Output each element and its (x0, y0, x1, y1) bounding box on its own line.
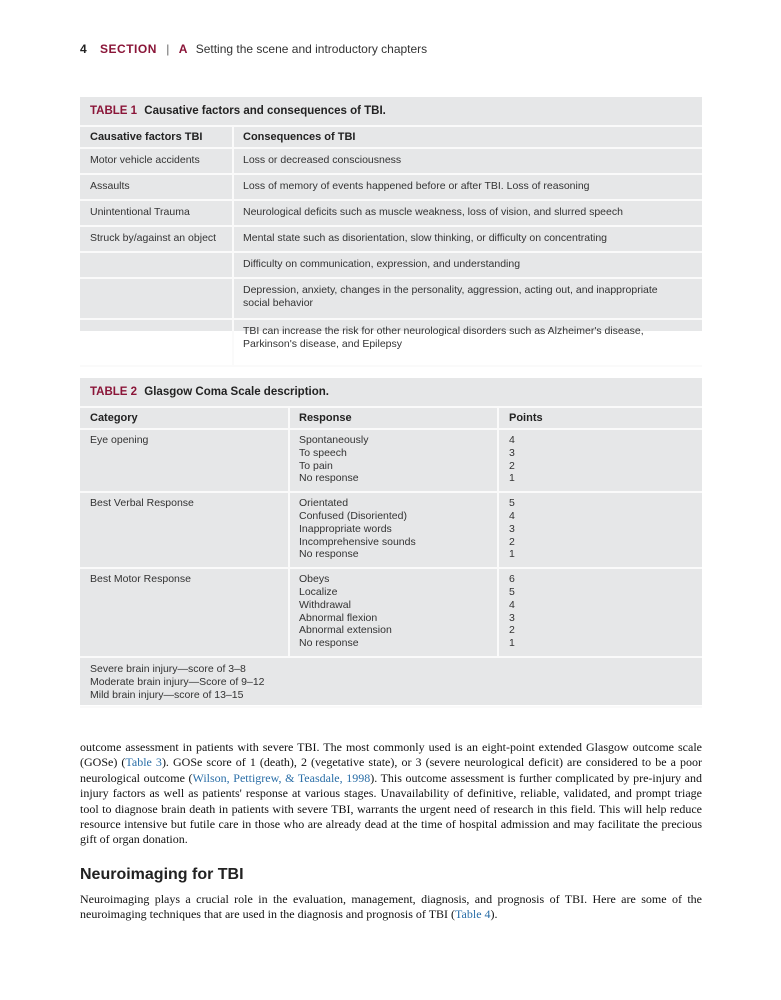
table-row (80, 148, 702, 174)
table-row (80, 429, 702, 492)
points-item: 1 (509, 548, 515, 561)
points-item: 1 (509, 637, 515, 650)
table-cell: Loss or decreased consciousness (243, 154, 402, 166)
table-cell (80, 319, 233, 365)
points-cell (498, 429, 702, 492)
page-number: 4 (80, 42, 87, 56)
table-row (80, 252, 702, 278)
table-1-footer-band (80, 365, 702, 379)
points-cell (498, 492, 702, 568)
table-2-label: TABLE 2 (90, 386, 138, 398)
column-header: Points (509, 412, 543, 424)
points-item: 3 (509, 446, 515, 459)
column-header: Consequences of TBI (243, 131, 356, 143)
response-cell (289, 492, 498, 568)
points-cell (498, 568, 702, 656)
table-cell: Difficulty on communication, expression, and understanding (243, 258, 521, 270)
column-header: Response (289, 407, 498, 429)
points-item: 6 (509, 573, 515, 586)
table-2-caption-text: Glasgow Coma Scale description. (144, 386, 329, 398)
section-word: SECTION (100, 42, 157, 56)
points-item: 4 (509, 598, 515, 611)
severity-note: Mild brain injury—score of 13–15 (90, 688, 244, 701)
response-item: Localize (299, 585, 338, 598)
running-head-separator: | (166, 42, 170, 56)
points-item: 4 (509, 434, 515, 446)
section-letter: A (178, 42, 188, 56)
table-row (80, 174, 702, 200)
table-row (80, 278, 702, 319)
severity-note: Moderate brain injury—Score of 9–12 (90, 675, 265, 688)
response-item: Confused (Disoriented) (299, 509, 407, 522)
table-cell: Mental state such as disorientation, slow thinking, or difficulty on concentrating (243, 232, 608, 244)
paragraph-text: outcome assessment in patients with severe TBI. The most commonly used is an eight-point extended Glasgow outcome scale (GOSe) ( (80, 740, 702, 770)
points-item: 3 (509, 611, 515, 624)
table-cell: Motor vehicle accidents (80, 148, 233, 174)
table-1-label: TABLE 1 (90, 105, 138, 117)
table-4-link[interactable]: Table 4 (455, 907, 491, 922)
paragraph-text: ). This outcome assessment is further complicated by pre-injury and injury factors as well as patients' response at various stages. Unavailability of definitive, reliable, validated, and prompt triage tool to diagnose brain death in patients with severe TBI, warrants the urgent need of research in this field. This will help reduce resource intensive but futile care in those who are already dead at the time of hospital admission and may facilitate the precious gift of organ donation. (80, 770, 702, 847)
response-item: Orientated (299, 497, 349, 510)
table-row (80, 319, 702, 365)
table-row (80, 492, 702, 568)
table-cell: Loss of memory of events happened before or after TBI. Loss of reasoning (243, 180, 590, 192)
severity-note: Severe brain injury—score of 3–8 (90, 662, 246, 675)
table-row (80, 226, 702, 252)
table-cell: Unintentional Trauma (80, 200, 233, 226)
table-cell (80, 278, 233, 319)
response-item: Incomprehensive sounds (299, 535, 416, 548)
category-cell: Best Motor Response (80, 568, 289, 656)
table-2-notes (80, 656, 702, 706)
table-2-caption (80, 378, 702, 406)
points-item: 2 (509, 535, 515, 548)
table-cell: Assaults (80, 174, 233, 200)
citation-link[interactable]: Wilson, Pettigrew, & Teasdale, 1998 (192, 770, 371, 785)
response-item: No response (299, 637, 359, 650)
response-item: Abnormal flexion (299, 611, 378, 624)
table-3-link[interactable]: Table 3 (125, 755, 162, 770)
table-cell: Depression, anxiety, changes in the personality, aggression, acting out, and inappropriate social behavior (243, 284, 658, 309)
points-item: 5 (509, 497, 515, 510)
table-1-caption-text: Causative factors and consequences of TBI. (144, 105, 386, 117)
points-item: 3 (509, 522, 515, 535)
table-1-caption (80, 97, 702, 125)
table-row (80, 200, 702, 226)
table-cell: Neurological deficits such as muscle weakness, loss of vision, and slurred speech (243, 206, 623, 218)
table-cell: TBI can increase the risk for other neurological disorders such as Alzheimer's disease, Parkinson's disease, and Epilepsy (243, 325, 644, 350)
table-header-row (80, 407, 702, 429)
section-heading: Neuroimaging for TBI (80, 866, 244, 883)
paragraph-text: ). (490, 907, 498, 922)
table-1 (80, 97, 702, 350)
running-head (80, 42, 427, 56)
points-item: 4 (509, 509, 515, 522)
points-item: 1 (509, 472, 515, 485)
points-item: 5 (509, 585, 515, 598)
column-header: Category (80, 407, 289, 429)
table-cell: Struck by/against an object (80, 226, 233, 252)
section-title: Setting the scene and introductory chapters (195, 42, 428, 56)
table-2-grid (80, 406, 702, 656)
paragraph-text: ). GOSe score of 1 (death), 2 (vegetative state), or 3 (severe neurological deficit) are considered to be a poor neurological outcome ( (80, 755, 702, 785)
column-header: Causative factors TBI (80, 126, 233, 148)
table-1-grid (80, 125, 702, 365)
response-item: No response (299, 548, 359, 561)
points-item: 2 (509, 624, 515, 637)
response-item: Spontaneously (299, 434, 369, 446)
body-paragraph (80, 740, 702, 848)
table-cell (80, 252, 233, 278)
response-cell (289, 429, 498, 492)
category-cell: Best Verbal Response (80, 492, 289, 568)
response-item: To pain (299, 459, 333, 472)
response-item: Withdrawal (299, 598, 351, 611)
table-row (80, 568, 702, 656)
response-item: Inappropriate words (299, 522, 392, 535)
body-paragraph (80, 892, 702, 923)
category-cell: Eye opening (80, 429, 289, 492)
table-header-row (80, 126, 702, 148)
response-item: To speech (299, 446, 347, 459)
response-item: Abnormal extension (299, 624, 392, 637)
response-cell (289, 568, 498, 656)
paragraph-text: Neuroimaging plays a crucial role in the evaluation, management, diagnosis, and prognosis of TBI. Here are some of the neuroimaging techniques that are used in the diagnosis and prognosis of TBI ( (80, 892, 702, 922)
response-item: Obeys (299, 573, 330, 586)
points-item: 2 (509, 459, 515, 472)
table-2-footer-band (80, 706, 702, 720)
response-item: No response (299, 472, 359, 485)
table-2 (80, 378, 702, 705)
